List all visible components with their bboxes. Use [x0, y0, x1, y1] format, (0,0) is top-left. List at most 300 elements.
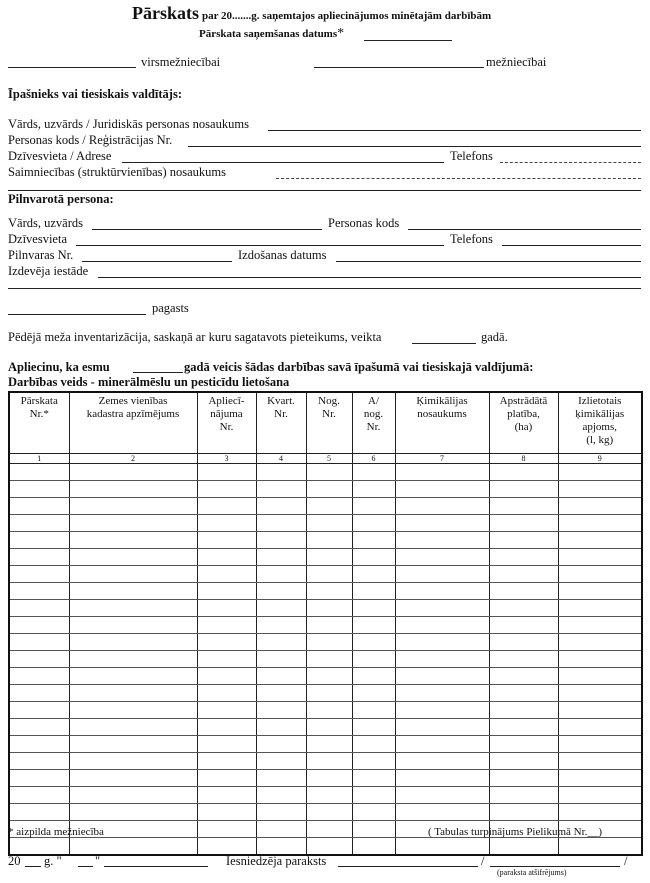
table-cell[interactable] — [69, 515, 197, 532]
table-cell[interactable] — [489, 464, 558, 481]
table-cell[interactable] — [352, 549, 395, 566]
table-cell[interactable] — [352, 838, 395, 856]
column-number: 8 — [489, 454, 558, 464]
table-cell[interactable] — [197, 583, 256, 600]
table-cell[interactable] — [69, 481, 197, 498]
table-cell[interactable] — [256, 719, 306, 736]
table-cell[interactable] — [9, 464, 69, 481]
table-cell[interactable] — [69, 600, 197, 617]
signature-field[interactable] — [338, 866, 478, 867]
table-row — [9, 600, 642, 617]
parish-field[interactable] — [8, 314, 146, 315]
table-cell[interactable] — [306, 498, 352, 515]
table-cell[interactable] — [197, 617, 256, 634]
authorized-heading: Pilnvarotā persona: — [8, 192, 114, 206]
table-cell[interactable] — [69, 498, 197, 515]
table-cell[interactable] — [395, 838, 489, 856]
auth-phone-field[interactable] — [502, 245, 641, 246]
table-cell[interactable] — [197, 685, 256, 702]
column-header-line: Nr. — [366, 421, 381, 433]
table-cell[interactable] — [352, 804, 395, 821]
table-cell[interactable] — [395, 617, 489, 634]
column-header-line: A/ — [368, 395, 379, 407]
table-cell[interactable] — [9, 753, 69, 770]
table-cell[interactable] — [69, 804, 197, 821]
signature-slash: / — [481, 854, 485, 868]
table-cell[interactable] — [352, 515, 395, 532]
column-header-6 — [352, 392, 395, 454]
table-cell[interactable] — [352, 464, 395, 481]
table-cell[interactable] — [395, 515, 489, 532]
column-number-row — [9, 454, 642, 464]
auth-issue-date-field[interactable] — [336, 261, 641, 262]
received-date-field[interactable] — [364, 40, 452, 41]
table-row — [9, 702, 642, 719]
table-cell[interactable] — [197, 481, 256, 498]
signature-decode-field[interactable] — [490, 866, 620, 867]
owner-name-field[interactable] — [268, 130, 641, 131]
table-cell[interactable] — [9, 838, 69, 856]
table-cell[interactable] — [197, 498, 256, 515]
table-cell[interactable] — [306, 736, 352, 753]
table-cell[interactable] — [9, 685, 69, 702]
inventory-suffix: gadā. — [481, 330, 508, 344]
table-cell[interactable] — [256, 736, 306, 753]
table-cell[interactable] — [489, 549, 558, 566]
lower-forestry-label: mežniecībai — [486, 55, 547, 69]
table-row — [9, 464, 642, 481]
table-cell[interactable] — [558, 583, 642, 600]
table-cell[interactable] — [395, 685, 489, 702]
table-cell[interactable] — [256, 804, 306, 821]
table-cell[interactable] — [69, 583, 197, 600]
table-cell[interactable] — [69, 719, 197, 736]
table-cell[interactable] — [9, 804, 69, 821]
table-cell[interactable] — [69, 617, 197, 634]
table-cell[interactable] — [197, 804, 256, 821]
table-cell[interactable] — [395, 668, 489, 685]
table-cell[interactable] — [306, 481, 352, 498]
title-rest: par 20.......g. saņemtajos apliecinājumos minētajām darbībām — [202, 10, 492, 22]
table-cell[interactable] — [9, 549, 69, 566]
table-cell[interactable] — [306, 532, 352, 549]
table-cell[interactable] — [256, 838, 306, 856]
table-cell[interactable] — [256, 702, 306, 719]
table-cell[interactable] — [256, 464, 306, 481]
owner-unit-label: Saimniecības (struktūrvienības) nosaukums — [8, 165, 227, 179]
table-cell[interactable] — [558, 804, 642, 821]
table-cell[interactable] — [306, 804, 352, 821]
column-number: 4 — [256, 454, 306, 464]
received-date-row — [199, 26, 344, 42]
table-cell[interactable] — [489, 515, 558, 532]
table-cell[interactable] — [558, 566, 642, 583]
table-cell[interactable] — [558, 770, 642, 787]
table-cell[interactable] — [9, 668, 69, 685]
table-row — [9, 532, 642, 549]
table-cell[interactable] — [352, 634, 395, 651]
received-date-label: Pārskata saņemšanas datums — [199, 28, 338, 40]
table-cell[interactable] — [352, 651, 395, 668]
owner-name-label: Vārds, uzvārds / Juridiskās personas nosaukums — [8, 117, 249, 131]
column-number: 9 — [558, 454, 642, 464]
table-cell[interactable] — [395, 464, 489, 481]
table-cell[interactable] — [489, 719, 558, 736]
table-row — [9, 736, 642, 753]
table-cell[interactable] — [9, 736, 69, 753]
table-cell[interactable] — [395, 566, 489, 583]
table-cell[interactable] — [256, 532, 306, 549]
table-cell[interactable] — [489, 702, 558, 719]
certify-suffix: gadā veicis šādas darbības savā īpašumā vai tiesiskajā valdījumā: — [184, 360, 534, 374]
table-cell[interactable] — [69, 685, 197, 702]
table-row — [9, 719, 642, 736]
table-cell[interactable] — [558, 719, 642, 736]
table-cell[interactable] — [69, 736, 197, 753]
table-cell[interactable] — [306, 515, 352, 532]
certify-year-field[interactable] — [133, 372, 183, 373]
table-cell[interactable] — [395, 532, 489, 549]
table-cell[interactable] — [395, 804, 489, 821]
column-number: 1 — [9, 454, 69, 464]
table-cell[interactable] — [489, 736, 558, 753]
table-cell[interactable] — [306, 600, 352, 617]
signature-label: Iesniedzēja paraksts — [226, 854, 327, 868]
table-cell[interactable] — [352, 600, 395, 617]
table-cell[interactable] — [395, 549, 489, 566]
table-cell[interactable] — [69, 634, 197, 651]
owner-phone-field[interactable] — [500, 162, 641, 163]
upper-forestry-field[interactable] — [8, 67, 136, 68]
table-cell[interactable] — [69, 566, 197, 583]
table-cell[interactable] — [69, 702, 197, 719]
table-cell[interactable] — [558, 787, 642, 804]
table-cell[interactable] — [197, 566, 256, 583]
column-header-line: Nr. — [322, 408, 336, 420]
table-cell[interactable] — [197, 464, 256, 481]
table-cell[interactable] — [306, 753, 352, 770]
table-cell[interactable] — [306, 770, 352, 787]
table-cell[interactable] — [197, 838, 256, 856]
table-cell[interactable] — [489, 685, 558, 702]
footer-note: * aizpilda mežniecība — [8, 826, 104, 838]
auth-extra-line[interactable] — [8, 288, 641, 289]
table-cell[interactable] — [9, 498, 69, 515]
column-header-5 — [306, 392, 352, 454]
table-cell[interactable] — [558, 634, 642, 651]
table-header-row — [9, 392, 642, 454]
table-cell[interactable] — [256, 498, 306, 515]
table-cell[interactable] — [306, 702, 352, 719]
table-cell[interactable] — [306, 549, 352, 566]
table-cell[interactable] — [489, 617, 558, 634]
table-cell[interactable] — [256, 668, 306, 685]
table-cell[interactable] — [69, 668, 197, 685]
table-cell[interactable] — [197, 719, 256, 736]
table-row — [9, 668, 642, 685]
column-header-line: Ķimikālijas — [416, 395, 468, 407]
table-row — [9, 770, 642, 787]
table-cell[interactable] — [395, 736, 489, 753]
table-cell[interactable] — [69, 753, 197, 770]
table-cell[interactable] — [197, 532, 256, 549]
table-cell[interactable] — [489, 600, 558, 617]
table-cell[interactable] — [197, 600, 256, 617]
column-header-line: platība, — [507, 408, 540, 420]
owner-extra-line[interactable] — [8, 190, 641, 191]
table-row — [9, 634, 642, 651]
table-cell[interactable] — [489, 668, 558, 685]
signature-decode-label: (paraksta atšifrējums) — [497, 868, 567, 877]
auth-residence-label: Dzīvesvieta — [8, 232, 68, 246]
day-field[interactable] — [78, 866, 93, 867]
table-cell[interactable] — [352, 617, 395, 634]
table-cell[interactable] — [352, 566, 395, 583]
auth-code-label: Personas kods — [328, 216, 400, 230]
column-header-4 — [256, 392, 306, 454]
table-cell[interactable] — [352, 821, 395, 838]
table-cell[interactable] — [9, 583, 69, 600]
table-cell[interactable] — [197, 549, 256, 566]
table-cell[interactable] — [306, 787, 352, 804]
table-cell[interactable] — [9, 566, 69, 583]
table-cell[interactable] — [69, 838, 197, 856]
owner-phone-label: Telefons — [450, 149, 493, 163]
table-cell[interactable] — [352, 481, 395, 498]
owner-unit-field[interactable] — [276, 178, 641, 179]
column-header-line: apjoms, — [582, 421, 618, 433]
table-cell[interactable] — [256, 651, 306, 668]
date-quote: " — [95, 854, 101, 868]
month-field[interactable] — [104, 866, 208, 867]
table-cell[interactable] — [489, 651, 558, 668]
table-cell[interactable] — [256, 600, 306, 617]
table-cell[interactable] — [395, 787, 489, 804]
owner-residence-field[interactable] — [122, 162, 444, 163]
table-cell[interactable] — [69, 787, 197, 804]
received-date-mark: * — [337, 26, 345, 41]
table-cell[interactable] — [197, 736, 256, 753]
table-cell[interactable] — [558, 549, 642, 566]
table-cell[interactable] — [306, 838, 352, 856]
table-cell[interactable] — [9, 481, 69, 498]
table-cell[interactable] — [489, 583, 558, 600]
table-cell[interactable] — [9, 634, 69, 651]
table-cell[interactable] — [69, 770, 197, 787]
table-cell[interactable] — [558, 702, 642, 719]
inventory-prefix: Pēdējā meža inventarizācija, saskaņā ar kuru sagatavots pieteikums, veikta — [8, 330, 382, 344]
table-cell[interactable] — [395, 600, 489, 617]
auth-phone-label: Telefons — [450, 232, 493, 246]
table-cell[interactable] — [256, 821, 306, 838]
table-row — [9, 515, 642, 532]
table-cell[interactable] — [197, 702, 256, 719]
lower-forestry-field[interactable] — [314, 67, 484, 68]
table-cell[interactable] — [489, 753, 558, 770]
table-cell[interactable] — [489, 787, 558, 804]
table-cell[interactable] — [558, 753, 642, 770]
table-row — [9, 787, 642, 804]
table-cell[interactable] — [352, 685, 395, 702]
table-cell[interactable] — [69, 532, 197, 549]
table-cell[interactable] — [256, 583, 306, 600]
table-cell[interactable] — [9, 719, 69, 736]
table-cell[interactable] — [395, 770, 489, 787]
owner-code-label: Personas kods / Reģistrācijas Nr. — [8, 133, 173, 147]
table-cell[interactable] — [558, 651, 642, 668]
auth-code-field[interactable] — [408, 229, 641, 230]
table-cell[interactable] — [197, 651, 256, 668]
table-cell[interactable] — [395, 583, 489, 600]
table-cell[interactable] — [352, 787, 395, 804]
table-cell[interactable] — [197, 515, 256, 532]
table-cell[interactable] — [306, 464, 352, 481]
table-cell[interactable] — [306, 668, 352, 685]
table-cell[interactable] — [256, 617, 306, 634]
table-row — [9, 617, 642, 634]
table-cell[interactable] — [489, 566, 558, 583]
table-cell[interactable] — [395, 753, 489, 770]
table-cell[interactable] — [256, 770, 306, 787]
column-number: 6 — [352, 454, 395, 464]
table-cell[interactable] — [9, 702, 69, 719]
table-cell[interactable] — [558, 515, 642, 532]
owner-code-field[interactable] — [188, 146, 641, 147]
column-header-line: ķimikālijas — [575, 408, 625, 420]
table-cell[interactable] — [9, 532, 69, 549]
auth-issuer-field[interactable] — [98, 277, 641, 278]
table-cell[interactable] — [489, 532, 558, 549]
auth-name-field[interactable] — [92, 229, 322, 230]
table-cell[interactable] — [489, 498, 558, 515]
title-main: Pārskats — [132, 3, 199, 23]
column-header-1 — [9, 392, 69, 454]
table-cell[interactable] — [558, 481, 642, 498]
owner-heading: Īpašnieks vai tiesiskais valdītājs: — [8, 87, 182, 101]
table-cell[interactable] — [306, 583, 352, 600]
table-cell[interactable] — [256, 566, 306, 583]
table-cell[interactable] — [352, 753, 395, 770]
table-cell[interactable] — [306, 685, 352, 702]
table-cell[interactable] — [197, 668, 256, 685]
column-header-3 — [197, 392, 256, 454]
auth-name-label: Vārds, uzvārds — [8, 216, 83, 230]
table-cell[interactable] — [197, 821, 256, 838]
table-cell[interactable] — [306, 719, 352, 736]
table-cell[interactable] — [197, 753, 256, 770]
table-row — [9, 651, 642, 668]
table-cell[interactable] — [306, 651, 352, 668]
table-cell[interactable] — [69, 549, 197, 566]
table-cell[interactable] — [558, 600, 642, 617]
column-header-line: Apstrādātā — [499, 395, 548, 407]
table-cell[interactable] — [489, 770, 558, 787]
table-cell[interactable] — [558, 736, 642, 753]
table-cell[interactable] — [352, 719, 395, 736]
table-cell[interactable] — [9, 617, 69, 634]
date-mid: g. " — [44, 854, 62, 868]
auth-poa-field[interactable] — [82, 261, 232, 262]
table-cell[interactable] — [306, 566, 352, 583]
table-cell[interactable] — [9, 515, 69, 532]
table-cell[interactable] — [306, 617, 352, 634]
table-cell[interactable] — [558, 685, 642, 702]
table-cell[interactable] — [395, 702, 489, 719]
table-cell[interactable] — [558, 532, 642, 549]
column-header-8 — [489, 392, 558, 454]
table-cell[interactable] — [256, 634, 306, 651]
table-cell[interactable] — [489, 838, 558, 856]
table-cell[interactable] — [395, 634, 489, 651]
parish-label: pagasts — [152, 301, 189, 315]
table-cell[interactable] — [558, 617, 642, 634]
table-cell[interactable] — [9, 787, 69, 804]
table-cell[interactable] — [9, 600, 69, 617]
table-cell[interactable] — [197, 787, 256, 804]
auth-residence-field[interactable] — [76, 245, 444, 246]
table-cell[interactable] — [395, 481, 489, 498]
upper-forestry-label: virsmežniecībai — [141, 55, 221, 69]
year-field[interactable] — [25, 866, 41, 867]
table-cell[interactable] — [352, 498, 395, 515]
table-cell[interactable] — [352, 770, 395, 787]
column-header-2 — [69, 392, 197, 454]
table-cell[interactable] — [395, 651, 489, 668]
table-row — [9, 498, 642, 515]
table-cell[interactable] — [9, 651, 69, 668]
table-row — [9, 481, 642, 498]
column-header-line: Nr. — [219, 421, 234, 433]
table-cell[interactable] — [352, 583, 395, 600]
table-cell[interactable] — [352, 736, 395, 753]
column-header-9 — [558, 392, 642, 454]
table-cell[interactable] — [256, 787, 306, 804]
table-cell[interactable] — [558, 498, 642, 515]
table-row — [9, 685, 642, 702]
table-cell[interactable] — [489, 804, 558, 821]
table-cell[interactable] — [352, 532, 395, 549]
table-cell[interactable] — [256, 481, 306, 498]
table-cell[interactable] — [9, 770, 69, 787]
auth-issue-date-label: Izdošanas datums — [238, 248, 327, 262]
activities-table — [8, 391, 643, 856]
table-cell[interactable] — [558, 668, 642, 685]
inventory-year-field[interactable] — [412, 343, 476, 344]
inventory-text — [8, 330, 381, 345]
table-cell[interactable] — [395, 719, 489, 736]
table-cell[interactable] — [395, 498, 489, 515]
table-cell[interactable] — [197, 634, 256, 651]
table-cell[interactable] — [197, 770, 256, 787]
column-header-line: Pārskata — [20, 395, 58, 407]
table-cell[interactable] — [489, 634, 558, 651]
table-cell[interactable] — [306, 634, 352, 651]
certify-prefix: Apliecinu, ka esmu — [8, 360, 110, 374]
table-cell[interactable] — [352, 702, 395, 719]
table-cell[interactable] — [69, 651, 197, 668]
table-cell[interactable] — [352, 668, 395, 685]
table-cell[interactable] — [256, 753, 306, 770]
table-cell[interactable] — [256, 549, 306, 566]
table-cell[interactable] — [256, 685, 306, 702]
table-cell[interactable] — [306, 821, 352, 838]
table-cell[interactable] — [69, 464, 197, 481]
table-cell[interactable] — [256, 515, 306, 532]
column-number: 2 — [69, 454, 197, 464]
table-cell[interactable] — [558, 838, 642, 856]
table-cell[interactable] — [489, 481, 558, 498]
table-cell[interactable] — [558, 464, 642, 481]
